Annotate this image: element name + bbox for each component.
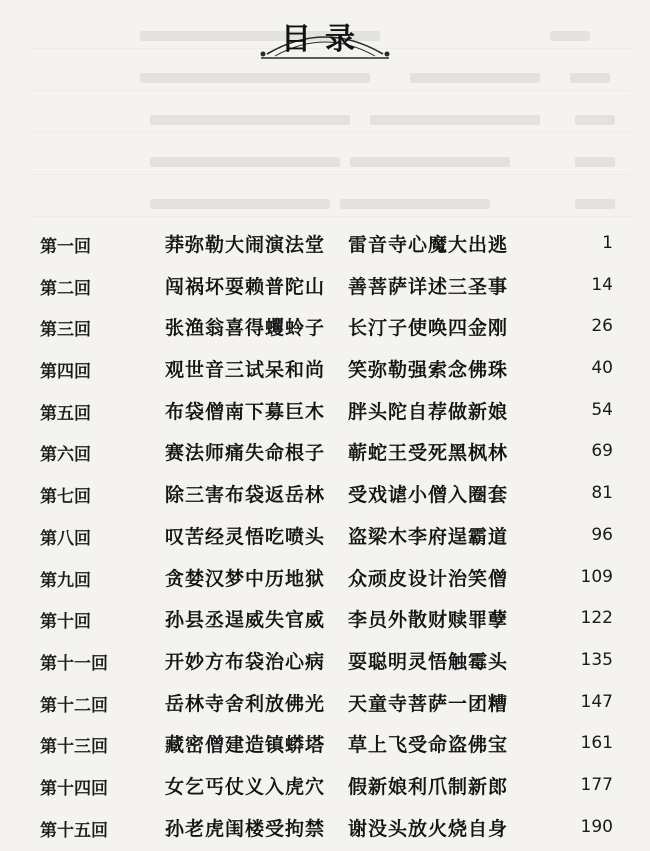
chapter-title-line1: 赛法师痛失命根子 xyxy=(165,442,326,465)
chapter-title-line1: 藏密僧建造镇蟒塔 xyxy=(165,734,326,757)
chapter-number: 第一回 xyxy=(40,237,91,257)
chapter-number: 第十二回 xyxy=(40,695,108,716)
chapter-number: 第十回 xyxy=(40,612,91,633)
chapter-title-line1: 闯祸坏耍赖普陀山 xyxy=(165,275,326,298)
chapter-title-line2: 善菩萨详述三圣事 xyxy=(348,275,509,298)
toc-entry[interactable] xyxy=(0,726,650,768)
chapter-title-line2: 谢没头放火烧自身 xyxy=(348,817,509,840)
chapter-number: 第九回 xyxy=(40,570,91,591)
toc-entry[interactable] xyxy=(0,226,650,268)
toc-entry[interactable] xyxy=(0,810,650,851)
chapter-number: 第二回 xyxy=(40,278,91,299)
chapter-title-line1: 莽弥勒大闹演法堂 xyxy=(165,234,326,256)
toc-entry[interactable] xyxy=(0,393,650,435)
page-number: 54 xyxy=(591,399,613,420)
chapter-title-line1: 布袋僧南下募巨木 xyxy=(165,400,326,423)
chapter-title-line1: 岳林寺舍利放佛光 xyxy=(165,692,326,715)
chapter-number: 第十五回 xyxy=(40,820,108,841)
page-number: 135 xyxy=(580,649,613,670)
page-number: 40 xyxy=(591,358,613,379)
chapter-title-line2: 胖头陀自荐做新娘 xyxy=(348,400,509,423)
page-number: 190 xyxy=(580,816,613,837)
toc-entry[interactable] xyxy=(0,351,650,393)
page-title: 目录 xyxy=(281,22,369,57)
chapter-title-line2: 长汀子使唤四金刚 xyxy=(348,317,509,340)
toc-entry[interactable] xyxy=(0,601,650,643)
page-number: 122 xyxy=(580,608,613,629)
chapter-title-line2: 众顽皮设计治笑僧 xyxy=(348,567,509,590)
page-number: 96 xyxy=(591,524,613,545)
chapter-title-line2: 盗梁木李府逞霸道 xyxy=(348,525,509,548)
chapter-title-line1: 除三害布袋返岳林 xyxy=(165,484,326,507)
page-header xyxy=(0,6,650,56)
page-number: 109 xyxy=(580,566,613,587)
chapter-number: 第六回 xyxy=(40,445,91,466)
page-number: 177 xyxy=(580,774,613,795)
chapter-number: 第十三回 xyxy=(40,737,108,758)
page-number: 14 xyxy=(591,274,613,295)
chapter-title-line1: 贪婪汉梦中历地狱 xyxy=(165,567,326,590)
table-of-contents xyxy=(0,226,650,851)
chapter-title-line1: 开妙方布袋治心病 xyxy=(165,650,326,673)
chapter-title-line1: 张渔翁喜得蠼蛉子 xyxy=(165,317,326,340)
page-number: 1 xyxy=(602,233,613,253)
chapter-title-line2: 受戏谑小僧入圈套 xyxy=(348,484,509,507)
page-number: 26 xyxy=(591,316,613,337)
toc-entry[interactable] xyxy=(0,476,650,518)
page-number: 81 xyxy=(591,483,613,504)
chapter-number: 第七回 xyxy=(40,487,91,508)
toc-entry[interactable] xyxy=(0,560,650,602)
chapter-title-line2: 草上飞受命盗佛宝 xyxy=(348,734,509,757)
page-number: 69 xyxy=(591,441,613,462)
toc-entry[interactable] xyxy=(0,768,650,810)
chapter-number: 第十一回 xyxy=(40,653,108,674)
chapter-number: 第五回 xyxy=(40,403,91,424)
chapter-number: 第十四回 xyxy=(40,778,108,799)
toc-entry[interactable] xyxy=(0,434,650,476)
chapter-number: 第四回 xyxy=(40,362,91,383)
toc-entry[interactable] xyxy=(0,643,650,685)
chapter-title-line1: 女乞丐仗义入虎穴 xyxy=(165,775,326,798)
toc-entry[interactable] xyxy=(0,685,650,727)
chapter-title-line1: 孙县丞逞威失官威 xyxy=(165,609,326,632)
chapter-title-line1: 孙老虎闺楼受拘禁 xyxy=(165,817,326,840)
chapter-title-line1: 观世音三试呆和尚 xyxy=(165,359,326,382)
toc-entry[interactable] xyxy=(0,309,650,351)
chapter-title-line2: 雷音寺心魔大出逃 xyxy=(348,234,509,256)
chapter-title-line1: 叹苦经灵悟吃喷头 xyxy=(165,525,326,548)
chapter-title-line2: 耍聪明灵悟触霉头 xyxy=(348,650,509,673)
page-number: 147 xyxy=(580,691,613,712)
chapter-title-line2: 李员外散财赎罪孽 xyxy=(348,609,509,632)
page-number: 161 xyxy=(580,733,613,754)
toc-entry[interactable] xyxy=(0,518,650,560)
chapter-title-line2: 天童寺菩萨一团糟 xyxy=(348,692,509,715)
chapter-title-line2: 笑弥勒强索念佛珠 xyxy=(348,359,509,382)
chapter-title-line2: 蕲蛇王受死黑枫林 xyxy=(348,442,509,465)
chapter-number: 第八回 xyxy=(40,528,91,549)
chapter-title-line2: 假新娘利爪制新郎 xyxy=(348,775,509,798)
chapter-number: 第三回 xyxy=(40,320,91,341)
toc-entry[interactable] xyxy=(0,268,650,310)
